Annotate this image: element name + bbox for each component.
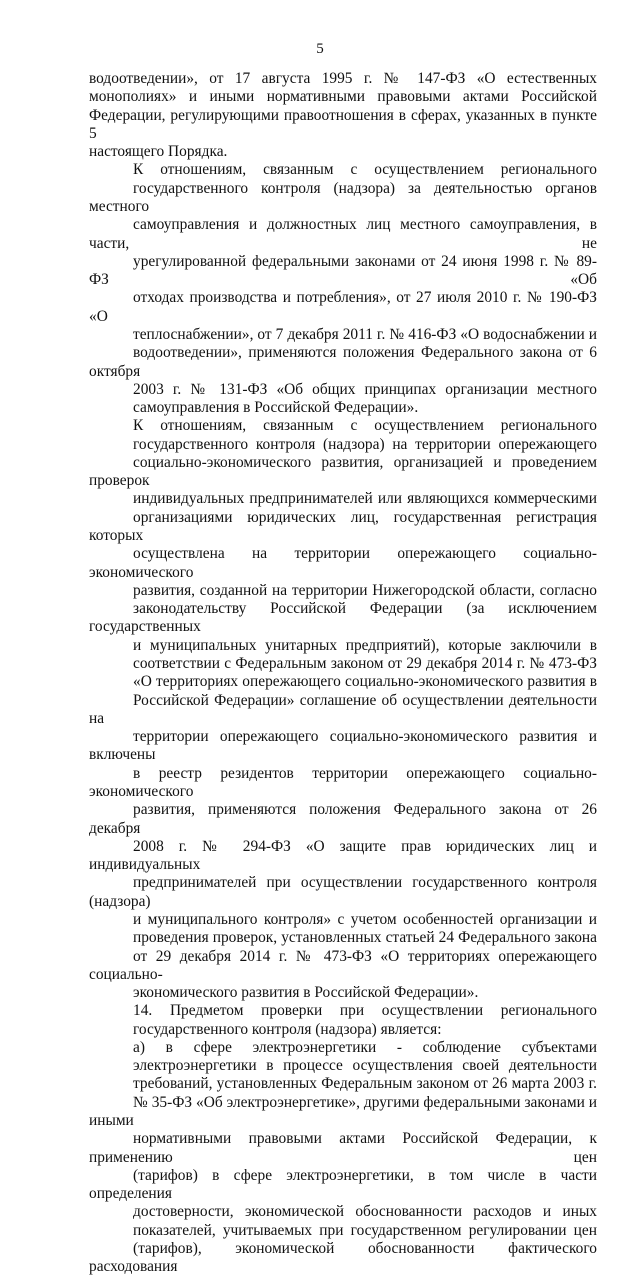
text-line: самоуправления и должностных лиц местного самоуправления, в части, не <box>89 216 597 252</box>
text-line: социально-экономического развития, организацией и проведением проверок <box>89 453 597 490</box>
text-line: отходах производства и потребления», от 27 июля 2010 г. № 190-ФЗ «О <box>89 289 597 325</box>
text-line: 2003 г. № 131-ФЗ «Об общих принципах организации местного <box>133 380 597 398</box>
text-line: в реестр резидентов территории опережающего социально-экономического <box>89 764 597 800</box>
page-number: 5 <box>316 41 324 57</box>
text-line: а) в сфере электроэнергетики - соблюдение субъектами <box>133 1038 597 1056</box>
text-line: от 29 декабря 2014 г. № 473-ФЗ «О территориях опережающего социально- <box>89 947 597 983</box>
document-body <box>89 70 597 1277</box>
text-line: водоотведении», применяются положения Федерального закона от 6 октября <box>89 344 597 380</box>
text-line: К отношениям, связанным с осуществлением регионального <box>133 161 597 179</box>
text-line: соответствии с Федеральным законом от 29 декабря 2014 г. № 473-ФЗ <box>133 655 597 672</box>
text-line: самоуправления в Российской Федерации». <box>133 399 419 417</box>
paragraph <box>89 70 597 161</box>
paragraph <box>89 417 597 1002</box>
text-line: государственного контроля (надзора) на территории опережающего <box>133 435 597 453</box>
text-line: 2008 г. № 294-ФЗ «О защите прав юридических лиц и индивидуальных <box>89 837 597 874</box>
text-line: водоотведении», от 17 августа 1995 г. № 147-ФЗ «О естественных <box>89 70 597 87</box>
text-line: № 35-ФЗ «Об электроэнергетике», другими федеральными законами и иными <box>89 1093 597 1130</box>
text-line: организациями юридических лиц, государственная регистрация которых <box>89 508 597 545</box>
text-line: 14. Предметом проверки при осуществлении регионального <box>133 1002 597 1020</box>
text-line: электроэнергетики в процессе осуществления своей деятельности <box>133 1057 597 1075</box>
text-line: достоверности, экономической обоснованности расходов и иных <box>133 1203 597 1221</box>
paragraph <box>89 1039 597 1277</box>
text-line: территории опережающего социально-экономического развития и включены <box>89 728 597 764</box>
text-line: и муниципального контроля» с учетом особенностей организации и <box>133 910 597 928</box>
text-line: индивидуальных предпринимателей или являющихся коммерческими <box>133 490 597 508</box>
text-line: монополиях» и иными нормативными правовыми актами Российской <box>89 88 597 106</box>
text-line: теплоснабжении», от 7 декабря 2011 г. № 416-ФЗ «О водоснабжении и <box>133 325 597 343</box>
text-line: Федерации, регулирующими правоотношения в сферах, указанных в пункте 5 <box>89 106 597 142</box>
text-line: развития, применяются положения Федерального закона от 26 декабря <box>89 801 597 837</box>
text-line: настоящего Порядка. <box>89 143 228 161</box>
text-line: нормативными правовыми актами Российской Федерации, к применению цен <box>89 1130 597 1166</box>
text-line: экономического развития в Российской Федерации». <box>133 984 479 1002</box>
text-line: урегулированной федеральными законами от 24 июня 1998 г. № 89-ФЗ «Об <box>89 252 597 289</box>
text-line: «О территориях опережающего социально-экономического развития в <box>133 673 597 691</box>
text-line: (тарифов) в сфере электроэнергетики, в том числе в части определения <box>89 1166 597 1203</box>
text-line: государственного контроля (надзора) за деятельностью органов местного <box>89 179 597 215</box>
text-line: требований, установленных Федеральным законом от 26 марта 2003 г. <box>133 1075 597 1093</box>
text-line: предпринимателей при осуществлении государственного контроля (надзора) <box>89 874 597 910</box>
paragraph <box>89 161 597 417</box>
text-line: К отношениям, связанным с осуществлением регионального <box>133 417 597 435</box>
paragraph <box>89 1002 597 1039</box>
text-line: показателей, учитываемых при государственном регулировании цен <box>133 1221 597 1239</box>
text-line: законодательству Российской Федерации (за исключением государственных <box>89 600 597 636</box>
text-line: проведения проверок, установленных статьей 24 Федерального закона <box>133 929 597 947</box>
text-line: и муниципальных унитарных предприятий), которые заключили в <box>133 636 597 654</box>
text-line: осуществлена на территории опережающего социально-экономического <box>89 545 597 581</box>
text-line: Российской Федерации» соглашение об осуществлении деятельности на <box>89 691 597 727</box>
text-line: (тарифов), экономической обоснованности фактического расходования <box>89 1240 597 1276</box>
text-line: государственного контроля (надзора) является: <box>133 1020 442 1038</box>
text-line: развития, созданной на территории Нижегородской области, согласно <box>133 581 597 599</box>
